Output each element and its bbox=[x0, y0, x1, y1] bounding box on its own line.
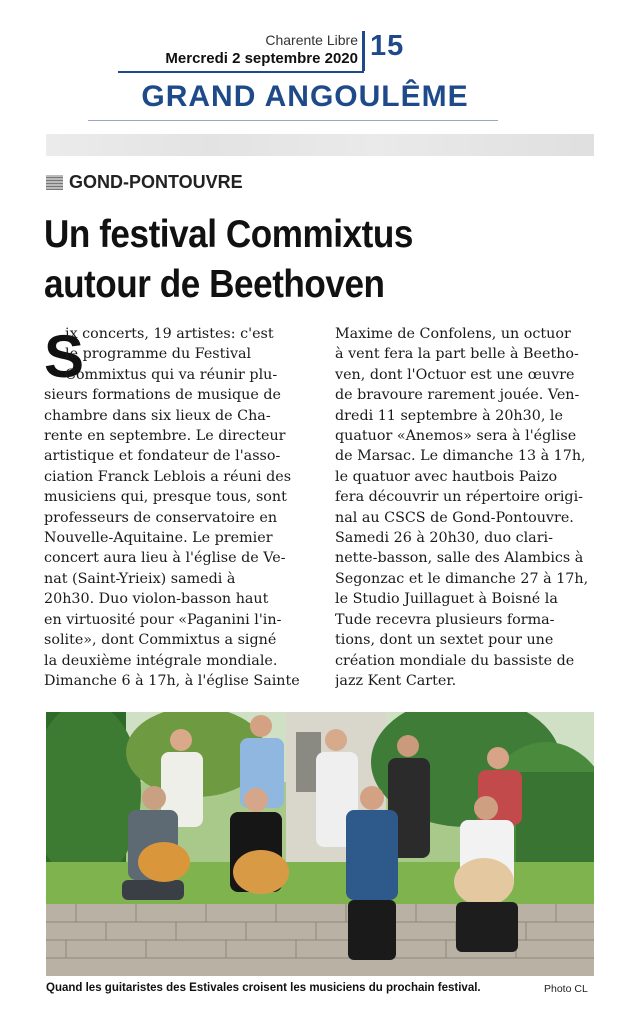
body-line: nat (Saint-Yrieix) samedi à bbox=[44, 570, 236, 587]
guitar bbox=[233, 850, 289, 894]
issue-date: Mercredi 2 septembre 2020 bbox=[165, 50, 358, 67]
kicker-label: GOND-PONTOUVRE bbox=[69, 172, 243, 192]
body-line: 20h30. Duo violon-basson haut bbox=[44, 591, 269, 608]
headline-line: Un festival Commixtus bbox=[44, 213, 413, 256]
guitar bbox=[454, 858, 514, 906]
body-line: Segonzac et le dimanche 27 à 17h, bbox=[335, 570, 589, 587]
body-line: solite», dont Commixtus a signé bbox=[44, 632, 277, 649]
date-underline bbox=[118, 71, 364, 73]
section-underline bbox=[88, 120, 498, 121]
body-line: Dimanche 6 à 17h, à l'église Sainte bbox=[44, 672, 300, 689]
body-line: de bravoure rarement jouée. Ven- bbox=[335, 387, 580, 404]
body-line: Samedi 26 à 20h30, duo clari- bbox=[335, 530, 553, 547]
article-column-2 bbox=[335, 324, 597, 691]
page-masthead bbox=[0, 0, 637, 130]
body-line: ciation Franck Leblois a réuni des bbox=[44, 468, 292, 485]
body-line: le programme du Festival bbox=[65, 346, 252, 363]
article-column-1 bbox=[44, 324, 325, 691]
body-line: création mondiale du bassiste de bbox=[335, 652, 575, 669]
photo-credit: Photo CL bbox=[544, 983, 588, 995]
body-line: Commixtus qui va réunir plu- bbox=[65, 366, 278, 383]
body-line: fera découvrir un répertoire origi- bbox=[335, 489, 583, 506]
body-line: nal au CSCS de Gond-Pontouvre. bbox=[335, 509, 574, 526]
body-line: ven, dont l'Octuor est une œuvre bbox=[335, 366, 575, 383]
page-number: 15 bbox=[370, 30, 405, 62]
body-line: Tude recevra plusieurs forma- bbox=[335, 611, 555, 628]
body-line: jazz Kent Carter. bbox=[335, 672, 457, 689]
body-line: à vent fera la part belle à Beetho- bbox=[335, 346, 579, 363]
body-line: de Marsac. Le dimanche 13 à 17h, bbox=[335, 448, 586, 465]
body-line: rente en septembre. Le directeur bbox=[44, 428, 286, 445]
body-line: le Studio Juillaguet à Boisné la bbox=[335, 591, 558, 608]
faded-bleed-through-strip bbox=[46, 134, 594, 156]
body-line: quatuor «Anemos» sera à l'église bbox=[335, 428, 577, 445]
body-line: tions, dont un sextet pour une bbox=[335, 632, 554, 649]
body-line: Nouvelle-Aquitaine. Le premier bbox=[44, 530, 273, 547]
article-headline bbox=[44, 210, 548, 310]
kicker-square-icon bbox=[46, 175, 63, 190]
body-line: professeurs de conservatoire en bbox=[44, 509, 278, 526]
page-number-divider bbox=[362, 31, 365, 71]
article-kicker bbox=[46, 172, 243, 193]
headline-line: autour de Beethoven bbox=[44, 263, 385, 306]
body-line: ix concerts, 19 artistes: c'est bbox=[65, 326, 274, 342]
body-line: le quatuor avec hautbois Paizo bbox=[335, 468, 558, 485]
body-line: en virtuosité pour «Paganini l'in- bbox=[44, 611, 282, 628]
body-line: la deuxième intégrale mondiale. bbox=[44, 652, 278, 669]
body-line: artistique et fondateur de l'asso- bbox=[44, 448, 281, 465]
body-line: musiciens qui, presque tous, sont bbox=[44, 489, 287, 506]
drop-cap: S bbox=[44, 323, 85, 390]
body-line: Maxime de Confolens, un octuor bbox=[335, 326, 571, 342]
newspaper-name: Charente Libre bbox=[265, 32, 358, 48]
guitar bbox=[138, 842, 190, 882]
body-line: concert aura lieu à l'église de Ve- bbox=[44, 550, 286, 567]
body-line: sieurs formations de musique de bbox=[44, 387, 281, 404]
body-line: chambre dans six lieux de Cha- bbox=[44, 407, 271, 424]
body-line: dredi 11 septembre à 20h30, le bbox=[335, 407, 563, 424]
group-photo bbox=[46, 712, 594, 976]
body-line: nette-basson, salle des Alambics à bbox=[335, 550, 584, 567]
section-title: GRAND ANGOULÊME bbox=[141, 80, 469, 113]
group-photo-illustration bbox=[46, 712, 594, 976]
photo-caption: Quand les guitaristes des Estivales croisent les musiciens du prochain festival. bbox=[46, 982, 481, 994]
